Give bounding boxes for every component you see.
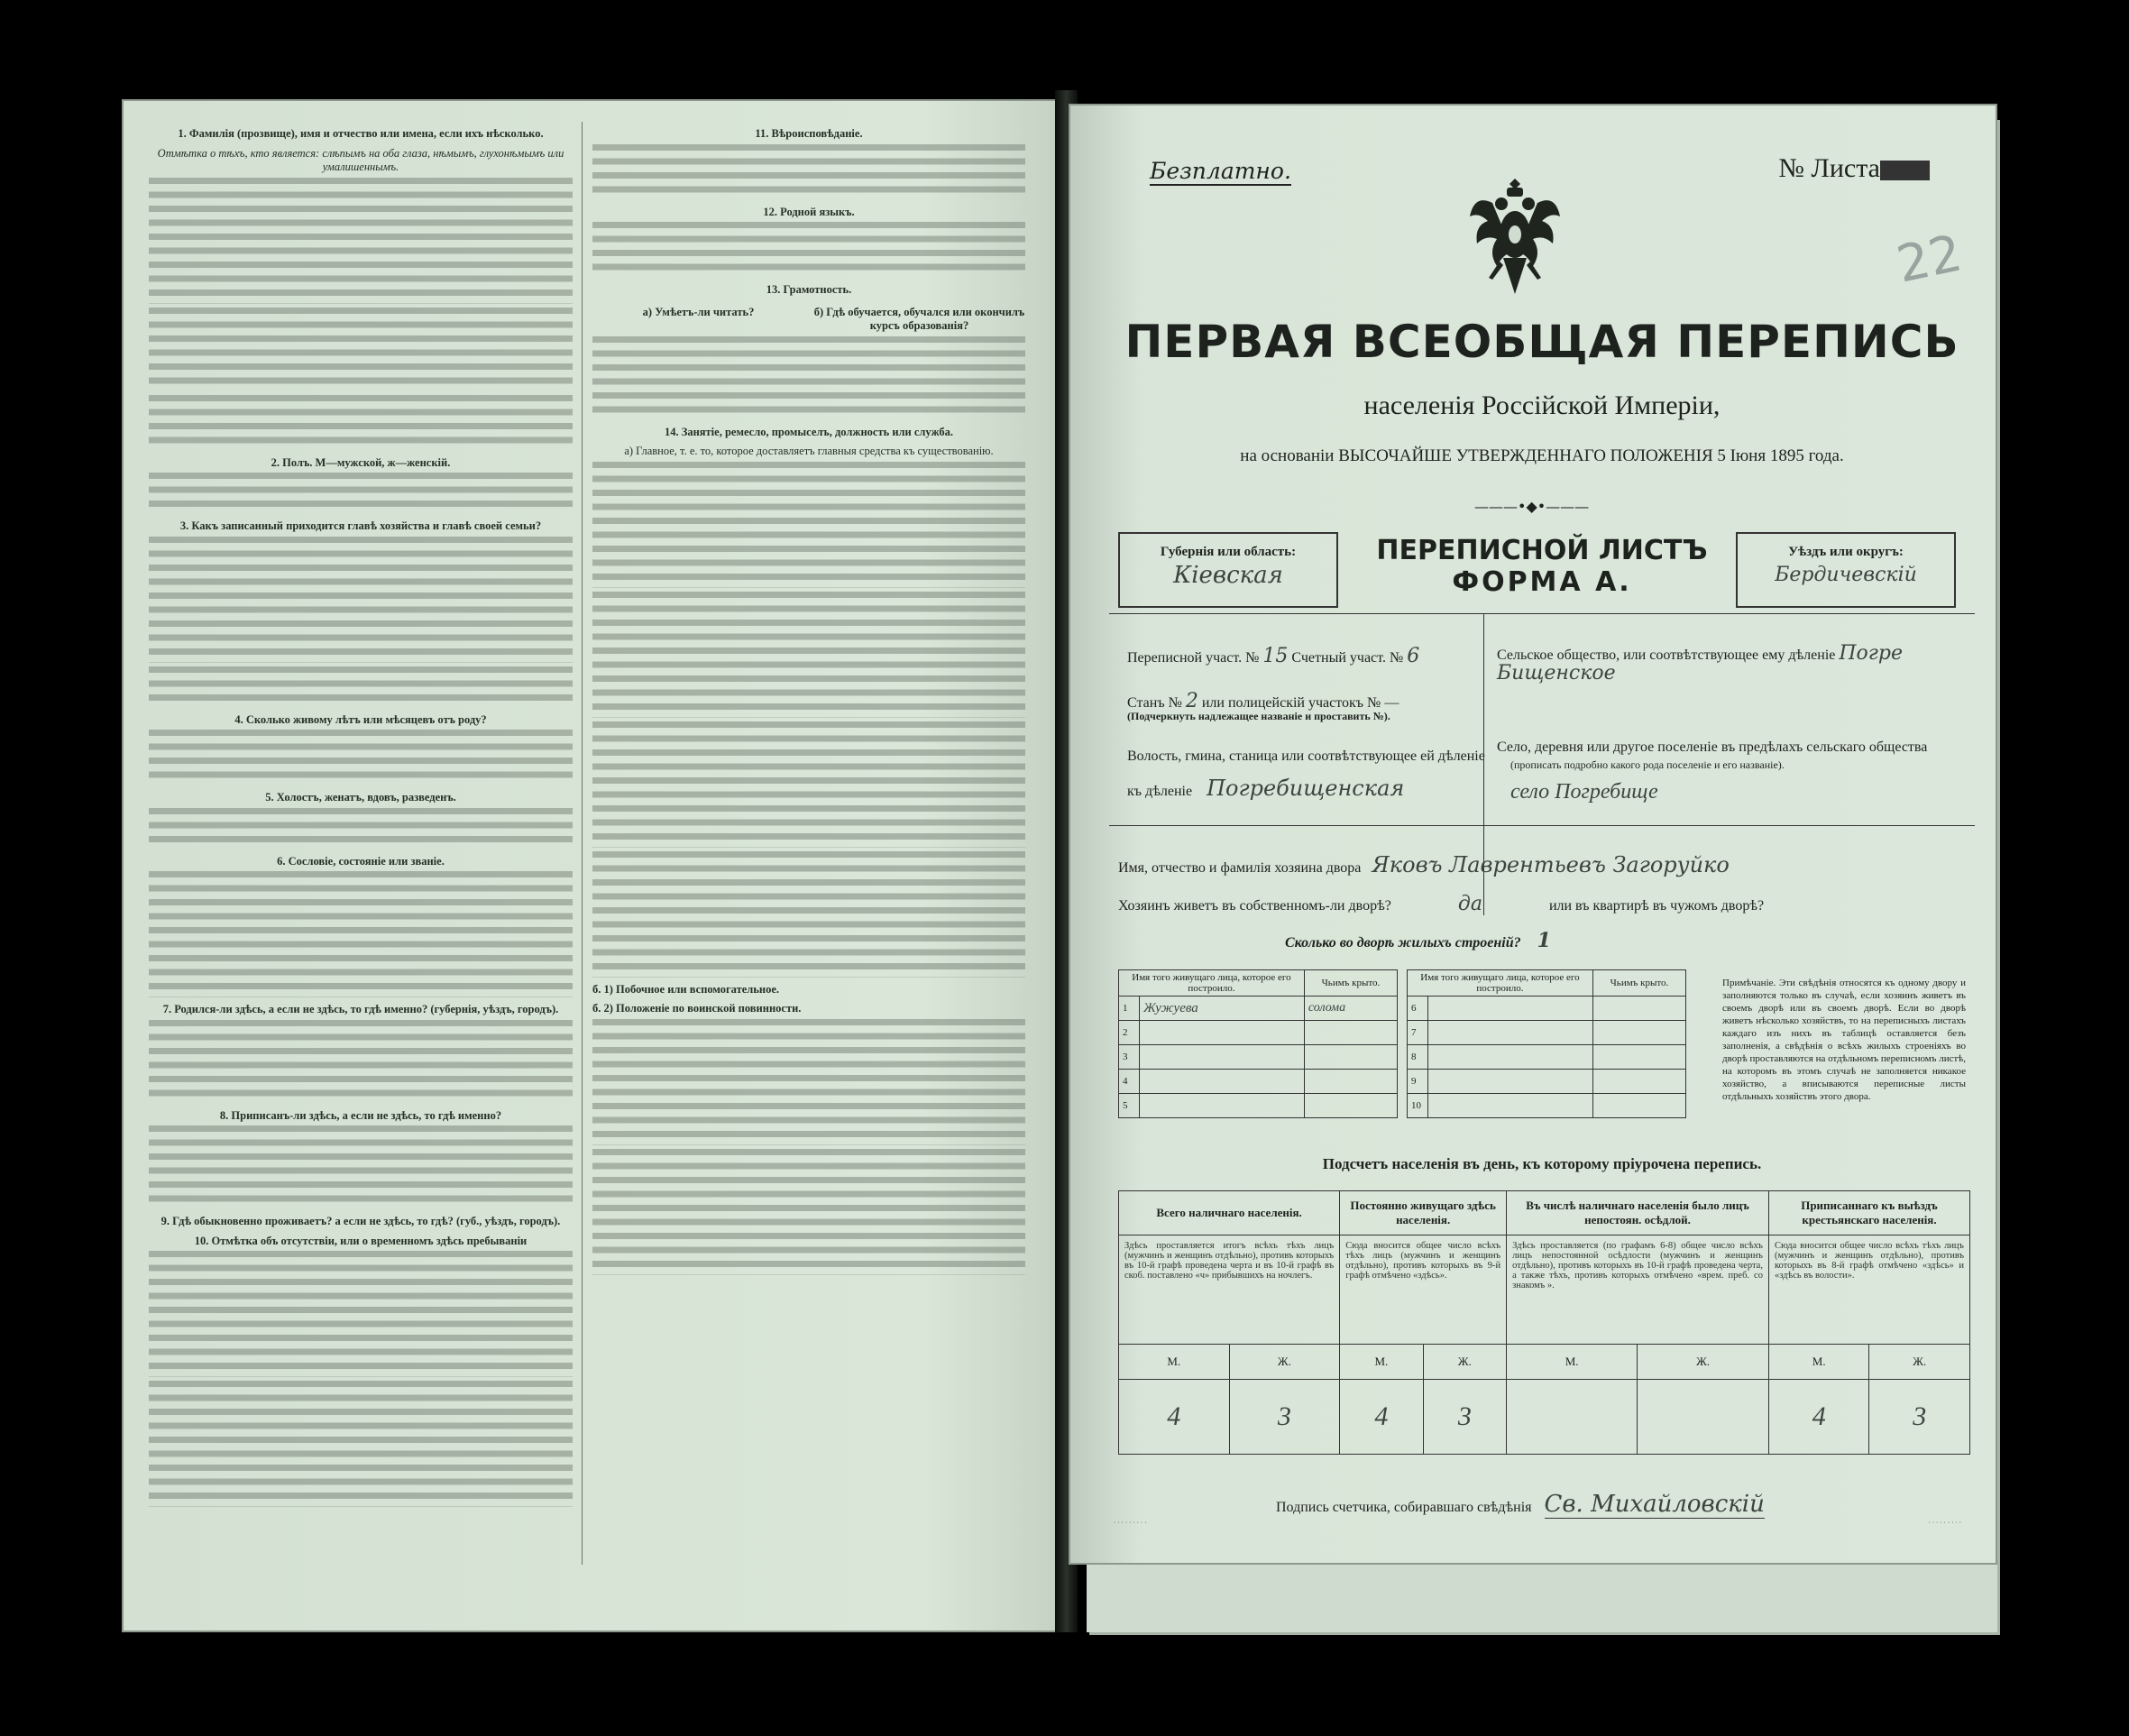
builder-name xyxy=(1428,1045,1593,1070)
literacy-subsections xyxy=(592,300,1025,336)
builder-name xyxy=(1140,1094,1305,1118)
section-subtitle: а) Умѣетъ-ли читать? xyxy=(642,305,755,318)
instructions-column-1 xyxy=(149,122,573,1511)
village-label: Село, деревня или другое поселеніе въ предѣлахъ сельскаго общества xyxy=(1497,739,1928,755)
table-row xyxy=(1119,1070,1398,1094)
sex-label: М. xyxy=(1507,1345,1638,1380)
builder-name xyxy=(1428,1094,1593,1118)
roof-material xyxy=(1304,1045,1397,1070)
count-value xyxy=(1638,1380,1769,1455)
body-text-block xyxy=(592,222,1025,278)
police-value: — xyxy=(1384,695,1399,711)
roof-material xyxy=(1592,1094,1685,1118)
body-text-block xyxy=(149,1125,573,1209)
note-text: Примѣчаніе. Эти свѣдѣнія относятся къ одному двору и заполняются только въ случаѣ, если хозяинъ живетъ въ своемъ дворѣ или въ своемъ дворѣ. Если во дворѣ живетъ нѣсколько хозяйствъ, то на переписныхъ листахъ каждаго изъ нихъ въ таблицѣ оставляется безъ заполненія, а свѣдѣнія о всѣхъ жилыхъ строеніяхъ во дворѣ проставляются на отдѣльномъ переписномъ листѣ, на которомъ въ этомъ случаѣ не заполняется никакое хозяйство, а вписываются переписные листы отдѣльныхъ хозяйствъ этого двора. xyxy=(1722,978,1966,1102)
sex-label: Ж. xyxy=(1423,1345,1506,1380)
builder-name xyxy=(1428,1021,1593,1045)
police-label: или полицейскій участокъ № xyxy=(1201,695,1381,711)
builder-name xyxy=(1140,1045,1305,1070)
camp-note: (Подчеркнуть надлежащее названіе и проставить №). xyxy=(1127,710,1390,722)
builder-name xyxy=(1140,1021,1305,1045)
village-value: село Погребище xyxy=(1510,780,1658,804)
body-text-block xyxy=(149,1251,573,1377)
table-row xyxy=(1119,1021,1398,1045)
row-number: 10 xyxy=(1408,1094,1428,1118)
sex-label: М. xyxy=(1340,1345,1423,1380)
printer-mark: · · · · · · · · · xyxy=(1114,1520,1147,1526)
table-header: Имя того живущаго лица, которое его построило. xyxy=(1408,970,1593,997)
body-text-block xyxy=(592,592,1025,718)
section-title: 11. Вѣроисповѣданіе. xyxy=(755,127,863,140)
volost-label: Волость, гмина, станица или соотвѣтствующее ей дѣленіе xyxy=(1127,749,1485,764)
body-text-block xyxy=(149,730,573,785)
section-subtitle: Отмѣтка о тѣхъ, кто является: слѣпымъ на оба глаза, нѣмымъ, глухонѣмымъ или умалишеннымъ. xyxy=(157,146,564,173)
owner-value: Яковъ Лаврентьевъ Загоруйко xyxy=(1372,852,1730,877)
table-header: Чьимъ крыто. xyxy=(1304,970,1397,997)
body-text-block xyxy=(149,1381,573,1507)
sheet-number-label: № Листа xyxy=(1778,153,1880,183)
counting-district-label: Счетный участ. № xyxy=(1291,650,1404,666)
redaction-block xyxy=(1880,161,1930,180)
society-field xyxy=(1497,642,1966,684)
count-column-description: Здѣсь проставляется (по графамъ 6-8) общее число всѣхъ лицъ непостоянной осѣдлости (мужчинъ и женщинъ отдѣльно), противъ которыхъ въ 10-й графѣ проведена черта, а также тѣхъ, противъ которыхъ отмѣчено «врем. преб. со знакомъ ». xyxy=(1507,1235,1769,1345)
instructions-column-2 xyxy=(592,122,1025,1279)
row-number: 7 xyxy=(1408,1021,1428,1045)
buildings-field xyxy=(1285,929,1551,952)
roof-material xyxy=(1592,1045,1685,1070)
roof-material xyxy=(1304,1094,1397,1118)
section-subtitle: а) Главное, т. е. то, которое доставляетъ главныя средства къ существованію. xyxy=(624,445,994,457)
roof-material: солома xyxy=(1304,997,1397,1021)
buildings-label: Сколько во дворѣ жилыхъ строеній? xyxy=(1285,935,1521,951)
census-district-value: 15 xyxy=(1262,645,1289,667)
body-text-block xyxy=(149,537,573,663)
count-column-header: Приписаннаго къ выѣздъ крестьянскаго населенія. xyxy=(1768,1191,1969,1235)
section-title: 5. Холостъ, женатъ, вдовъ, разведенъ. xyxy=(265,791,456,804)
section-title: б. 1) Побочное или вспомогательное. xyxy=(592,982,780,996)
body-text-block xyxy=(149,395,573,451)
table-row xyxy=(1408,1045,1686,1070)
form-type-heading xyxy=(1357,535,1727,598)
province-box xyxy=(1118,532,1338,608)
owner-lives-label: Хозяинъ живетъ въ собственномъ-ли дворѣ? xyxy=(1118,898,1391,914)
form-title: ПЕРВАЯ ВСЕОБЩАЯ ПЕРЕПИСЬ xyxy=(1124,316,1959,368)
body-text-block xyxy=(149,871,573,997)
rule-line xyxy=(1109,613,1975,614)
roof-material xyxy=(1592,1070,1685,1094)
roof-material xyxy=(1592,997,1685,1021)
section-title: 1. Фамилія (прозвище), имя и отчество или имена, если ихъ нѣсколько. xyxy=(178,127,544,140)
count-column-description: Сюда вносится общее число всѣхъ тѣхъ лицъ (мужчинъ и женщинъ отдѣльно), противъ которыхъ въ 8-й графѣ отмѣчено «здѣсь» и «здѣсь въ волости». xyxy=(1768,1235,1969,1345)
section-title: 9. Гдѣ обыкновенно проживаетъ? а если не здѣсь, то гдѣ? (губ., уѣздъ, городъ). xyxy=(161,1215,561,1227)
instructions-page xyxy=(122,99,1064,1632)
count-value: 3 xyxy=(1869,1380,1970,1455)
body-text-block xyxy=(592,462,1025,588)
count-value: 3 xyxy=(1229,1380,1340,1455)
body-text-block xyxy=(592,1019,1025,1145)
body-text-block xyxy=(149,808,573,850)
table-header: Чьимъ крыто. xyxy=(1592,970,1685,997)
buildings-table-right xyxy=(1407,969,1686,1118)
body-text-block xyxy=(149,1020,573,1104)
row-number: 4 xyxy=(1119,1070,1140,1094)
count-value xyxy=(1507,1380,1638,1455)
signature-label: Подпись счетчика, собиравшаго свѣдѣнія xyxy=(1276,1500,1532,1515)
body-text-block xyxy=(149,666,573,708)
rule-line xyxy=(1109,825,1975,826)
imperial-eagle-icon xyxy=(1465,171,1565,307)
count-value: 3 xyxy=(1423,1380,1506,1455)
table-header: Имя того живущаго лица, которое его построило. xyxy=(1119,970,1305,997)
section-title: б. 2) Положеніе по воинской повинности. xyxy=(592,1002,802,1015)
body-text-block xyxy=(592,336,1025,420)
body-text-block xyxy=(592,144,1025,200)
section-title: 2. Полъ. М—мужской, ж—женскій. xyxy=(271,455,451,469)
owner-lives-value: да xyxy=(1457,893,1482,915)
table-row xyxy=(1119,997,1398,1021)
society-label: Сельское общество, или соотвѣтствующее ему дѣленіе xyxy=(1497,648,1836,663)
village-note: (прописать подробно какого рода поселеніе и его названіе). xyxy=(1510,758,1785,771)
row-number: 3 xyxy=(1119,1045,1140,1070)
table-row xyxy=(1408,1021,1686,1045)
pencil-mark: 22 xyxy=(1891,224,1967,295)
count-value: 4 xyxy=(1768,1380,1868,1455)
count-value: 4 xyxy=(1119,1380,1230,1455)
buildings-table-left xyxy=(1118,969,1398,1118)
sheet-number xyxy=(1778,153,1930,184)
printer-mark: · · · · · · · · · xyxy=(1928,1520,1961,1526)
body-text-block xyxy=(149,178,573,304)
signature-value: Св. Михайловскій xyxy=(1544,1491,1765,1518)
row-number: 8 xyxy=(1408,1045,1428,1070)
buildings-value: 1 xyxy=(1537,929,1551,952)
body-text-block xyxy=(592,721,1025,848)
count-column-header: Всего наличнаго населенія. xyxy=(1119,1191,1340,1235)
column-divider xyxy=(582,122,583,1565)
county-box xyxy=(1736,532,1956,608)
roof-material xyxy=(1592,1021,1685,1045)
county-label: Уѣздъ или округъ: xyxy=(1788,545,1904,559)
section-title: 6. Сословіе, состояніе или званіе. xyxy=(277,854,445,868)
count-column-description: Сюда вносится общее число всѣхъ тѣхъ лицъ (мужчинъ и женщинъ отдѣльно), противъ которыхъ въ 9-й графѣ отмѣчено «здѣсь». xyxy=(1340,1235,1507,1345)
section-title: 10. Отмѣтка объ отсутствіи, или о временномъ здѣсь пребываніи xyxy=(194,1234,528,1247)
free-label: Безплатно. xyxy=(1150,158,1291,184)
camp-value: 2 xyxy=(1185,690,1198,712)
sex-label: М. xyxy=(1119,1345,1230,1380)
owner-lives-field xyxy=(1118,893,1764,915)
volost-field: къ дѣленіе Погребищенская xyxy=(1127,776,1405,801)
roof-material xyxy=(1304,1021,1397,1045)
builder-name xyxy=(1428,997,1593,1021)
sex-label: Ж. xyxy=(1869,1345,1970,1380)
province-label: Губернія или область: xyxy=(1160,545,1297,559)
body-text-block xyxy=(149,308,573,391)
table-row xyxy=(1119,1094,1398,1118)
section-title: 3. Какъ записанный приходится главѣ хозяйства и главѣ своей семьи? xyxy=(179,519,542,532)
builder-name xyxy=(1428,1070,1593,1094)
row-number: 1 xyxy=(1119,997,1140,1021)
sex-label: Ж. xyxy=(1229,1345,1340,1380)
census-district-label: Переписной участ. № xyxy=(1127,650,1260,666)
section-title: 8. Приписанъ-ли здѣсь, а если не здѣсь, то гдѣ именно? xyxy=(219,1108,502,1122)
table-row xyxy=(1119,1045,1398,1070)
owner-label: Имя, отчество и фамилія хозяина двора xyxy=(1118,860,1362,876)
section-title: 12. Родной языкъ. xyxy=(763,205,855,218)
signature-field xyxy=(1276,1491,1765,1518)
row-number: 6 xyxy=(1408,997,1428,1021)
counting-district-value: 6 xyxy=(1407,645,1420,667)
census-form xyxy=(1087,104,1997,1565)
table-row xyxy=(1408,997,1686,1021)
table-row xyxy=(1408,1094,1686,1118)
row-number: 2 xyxy=(1119,1021,1140,1045)
count-heading: Подсчетъ населенія въ день, къ которому пріурочена перепись. xyxy=(1322,1155,1762,1172)
county-value: Бердичевскій xyxy=(1775,564,1917,586)
sex-label: М. xyxy=(1768,1345,1868,1380)
census-sheet-title: ПЕРЕПИСНОЙ ЛИСТЪ xyxy=(1376,535,1708,566)
builder-name: Жужуева xyxy=(1140,997,1305,1021)
body-text-block xyxy=(592,851,1025,978)
body-text-block xyxy=(149,473,573,514)
body-text-block xyxy=(592,1149,1025,1275)
table-row xyxy=(1408,1070,1686,1094)
count-column-header: Постоянно живущаго здѣсь населенія. xyxy=(1340,1191,1507,1235)
row-number: 9 xyxy=(1408,1070,1428,1094)
row-number: 5 xyxy=(1119,1094,1140,1118)
roof-material xyxy=(1304,1070,1397,1094)
district-field xyxy=(1127,645,1419,667)
province-value: Кіевская xyxy=(1173,562,1283,589)
society-value: Погре Бищенское xyxy=(1497,642,1904,684)
open-census-book xyxy=(113,90,1988,1632)
form-basis: на основаніи ВЫСОЧАЙШЕ УТВЕРЖДЕННАГО ПОЛОЖЕНІЯ 5 Іюня 1895 года. xyxy=(1240,446,1844,465)
form-a-title: ФОРМА А. xyxy=(1452,566,1632,598)
owner-lives-tail: или въ квартирѣ въ чужомъ дворѣ? xyxy=(1548,898,1765,914)
count-column-header: Въ числѣ наличнаго населенія было лицъ непостоян. осѣдлой. xyxy=(1507,1191,1769,1235)
builder-name xyxy=(1140,1070,1305,1094)
section-title: 13. Грамотность. xyxy=(766,283,852,296)
population-count-table xyxy=(1118,1190,1970,1455)
section-title: 7. Родился-ли здѣсь, а если не здѣсь, то гдѣ именно? (губернія, уѣздъ, городъ). xyxy=(162,1003,559,1015)
section-title: 14. Занятіе, ремесло, промыселъ, должность или служба. xyxy=(664,425,954,438)
section-subtitle: б) Гдѣ обучается, обучался или окончилъ курсъ образованія? xyxy=(813,305,1025,332)
ornament-divider: ———•◆•——— xyxy=(1474,498,1590,515)
form-subtitle: населенія Россійской Имперіи, xyxy=(1363,390,1721,420)
owner-field xyxy=(1118,852,1730,877)
camp-label: Станъ № xyxy=(1127,695,1182,711)
volost-value: Погребищенская xyxy=(1207,776,1405,801)
sex-label: Ж. xyxy=(1638,1345,1769,1380)
count-value: 4 xyxy=(1340,1380,1423,1455)
section-title: 4. Сколько живому лѣтъ или мѣсяцевъ отъ роду? xyxy=(234,712,487,726)
count-column-description: Здѣсь проставляется итогъ всѣхъ тѣхъ лицъ (мужчинъ и женщинъ отдѣльно), противъ которыхъ въ 10-й графѣ проведена черта и въ 10-й графѣ въ скоб. поставлено «ч» прибывшихъ на ночлегъ. xyxy=(1119,1235,1340,1345)
